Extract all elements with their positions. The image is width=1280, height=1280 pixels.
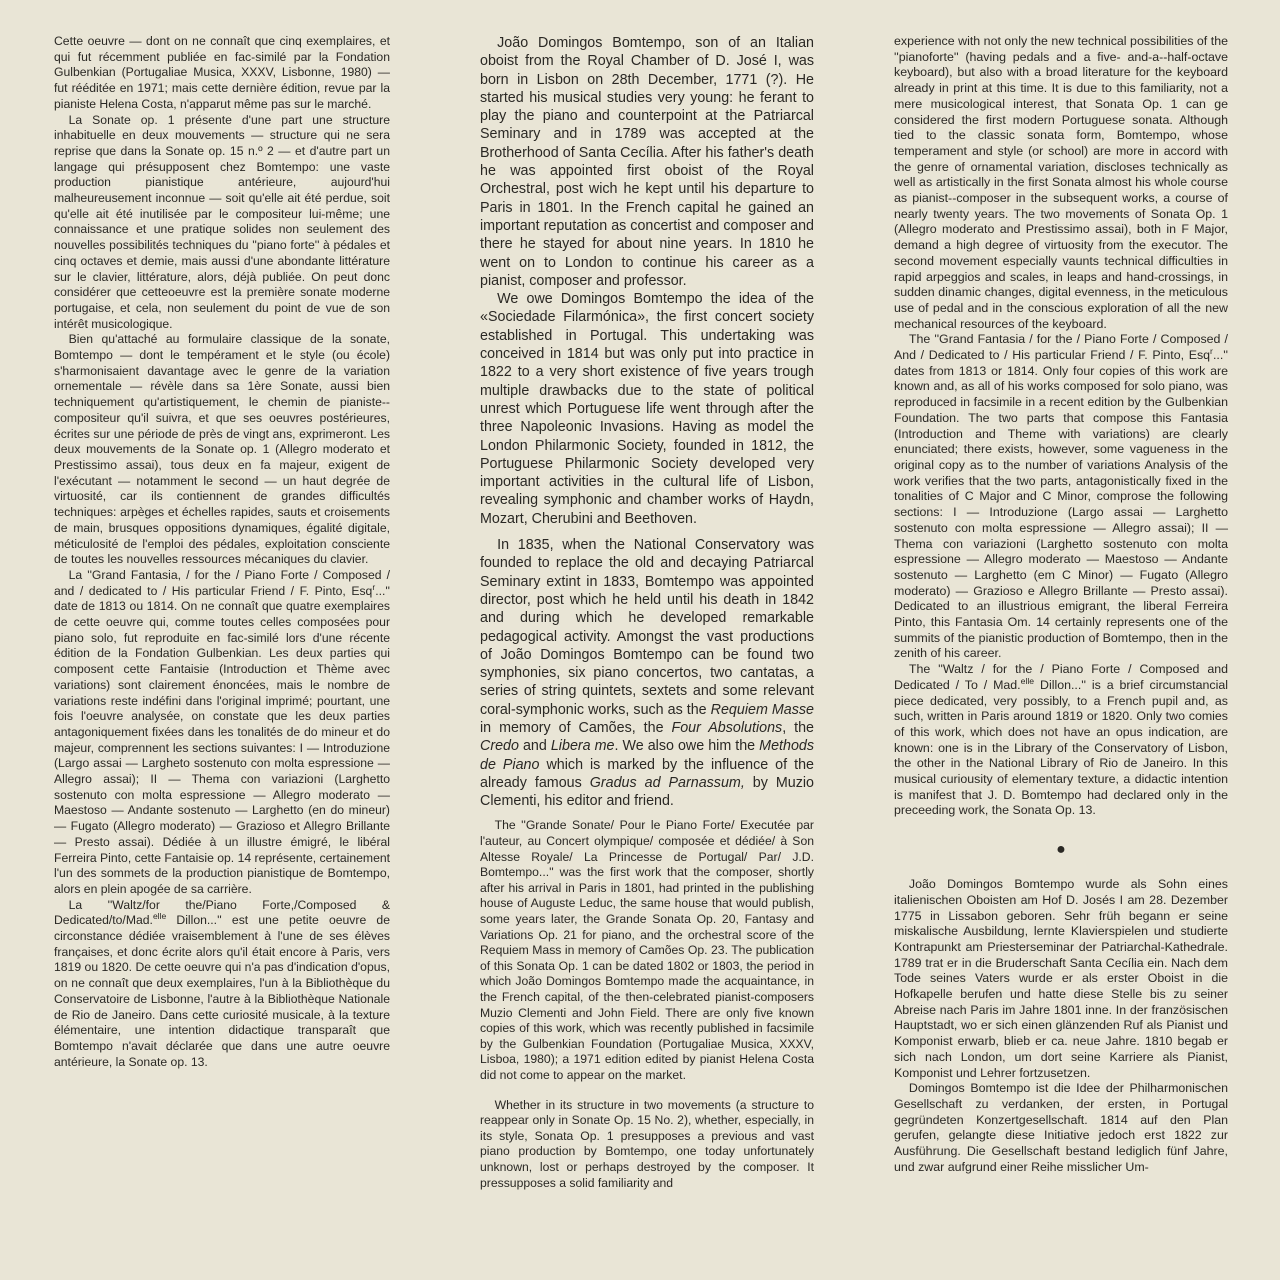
paragraph-sonata-op1-fr: La Sonate op. 1 présente d'une part une structure inhabituelle en deux mouvements — structure qui ne sera reprise que dans la Sonate op. 15 n.º 2 — et d'autre part un langage qui présupposent chez Bomtempo: une vaste production pianistique antérieure, aujourd'hui malheureusement inconnue — soit qu'elle ait été perdue, soit qu'elle ait été inutilisée par le compositeur lui-même; une connaissance et une pratique solides non seulement des nouvelles possibilités techniques du ''piano forte'' à pédales et cinq octaves et demie, mais aussi d'une abondante littérature sur le clavier, littérature, alors, déjà publiée. On peut donc considérer que cetteoeuvre est la première sonate moderne portugaise, et cela, non seulement du point de vue de son intérêt musicologique. xyxy=(54,112,390,331)
paragraph-sonata-style-fr: Bien qu'attaché au formulaire classique de la sonate, Bomtempo — dont le tempérament et le style (ou école) s'harmonisaient davantage avec le genre de la variation ornementale — révèle dans sa 1ère Sonate, aussi bien techniquement qu'artistiquement, le chemin de pianiste--compositeur qu'il suivra, et que ses oeuvres postérieures, écrites sur une période de près de vingt ans, exprimeront. Les deux mouvements de la Sonate op. 1 (Allegro moderato et Prestissimo assai), tous deux en fa majeur, exigent de l'exécutant — notamment le second — un haut degrée de virtuosité, car ils contiennent de grandes difficultés techniques: arpèges et échelles rapides, sauts et croisements de main, brusques oppositions dynamiques, égalité digitale, méticulosité de l'emploi des pédales, exploitation consciente de toutes les nouvelles ressources mécaniques du clavier. xyxy=(54,332,390,567)
section-separator-bullet: ● xyxy=(1056,841,1066,859)
paragraph-conservatory-en: In 1835, when the National Conservatory was founded to replace the old and decaying Patriarcal Seminary extint in 1833, Bomtempo was appointed director, post which he held until his death in 1842 and during which he developed remarkable pedagogical activity. Amongst the vast productions of João Domingos Bomtempo can be found two symphonies, six piano concertos, two cantatas, a series of string quintets, sextets and some relevant coral-symphonic works, such as the Requiem Masse in memory of Camões, the Four Absolutions, the Credo and Libera me. We also owe him the Methods de Piano which is marked by the influence of the already famous Gradus ad Parnassum, by Muzio Clementi, his editor and friend. xyxy=(480,537,815,810)
paragraph-experience-en: experience with not only the new technical possibilities of the ''pianoforte'' (having pedals and a five- and-a--half-octave keyboard), but also with a broad literature for the keyboard already in print at this time. It is due to this familiarity, not a mere musicological interest, that Sonata Op. 1 can ge considered the first modern Portuguese sonata. Although tied to the classic sonata form, Bomtempo, whose temperament and style (or school) are more in accord with the genre of ornamental variation, discloses technically as well as artistically in the first Sonata almost his whole course as pianist--composer in the subsequent works, a course of nearly twenty years. The two movements of Sonata Op. 1 (Allegro moderato and Prestissimo assai), both in F Major, demand a high degree of virtuosity from the executor. The second movement especially vaunts technical difficulties in rapid arpeggios and scales, in leaps and hand-crossings, in sudden dinamic changes, digital evenness, in the meticulous use of pedal and in the conscious exploration of all the new mechanical resources of the keyboard. xyxy=(894,34,1228,331)
paragraph-structure-en: Whether in its structure in two movements (a structure to reappear only in Sonate Op. 15 No. 2), whether, especially, in its style, Sonata Op. 1 presupposes a previous and vast piano production by Bomtempo, one today unfortunately unknown, lost or perhaps destroyed by the composer. It pressupposes a solid familiarity and xyxy=(480,1097,814,1190)
english-german-text-column xyxy=(894,34,1228,1176)
paragraph-intro-fr: Cette oeuvre — dont on ne connaît que cinq exemplaires, et qui fut récemment publiée en fac-similé par la Fondation Gulbenkian (Portugaliae Musica, XXXV, Lisbonne, 1980) — fut rééditée en 1971; mais cette dernière édition, revue par la pianiste Helena Costa, n'apparut même pas sur le marché. xyxy=(54,34,390,111)
paragraph-grand-fantasia-fr: La ''Grand Fantasia, / for the / Piano Forte / Composed / and / dedicated to / His particular Friend / F. Pinto, Esq$^r$...'' date de 1813 ou 1814. On ne connaît que quatre exemplaires de cette oeuvre qui, comme toutes celles composées pour piano solo, fut reproduite en fac-similé lors d'une récente édition de la Fondation Gulbenkian. Les deux parties qui composent cette Fantaisie (Introduction et Thème avec variations) sont clairement énoncées, mais le nombre de variations reste indéfini dans l'original imprimé; pourtant, une fois l'oeuvre analysée, on constate que les deux parties antagoniquement fixées dans les tonalités de do mineur et do majeur, comprennent les sections suivantes: I — Introduzione (Largo assai — Largheto sostenuto con molta espressione — Allegro assai); II — Thema con variazioni (Larghetto sostenuto con molta espressione — Allegro moderato — Maestoso — Andante sostenuto — Larghetto (en do mineur) — Fugato (Allegro moderato) — Grazioso et Allegro Brillante — Presto assai). Dédiée à un illustre émigré, le libéral Ferreira Pinto, cette Fantaisie op. 14 représente, certainement l'un des sommets de la production pianistique de Bomtempo, alors en plein apogée de sa carrière. xyxy=(54,567,391,896)
paragraph-waltz-fr: La ''Waltz/for the/Piano Forte,/Composed & Dedicated/to/Mad.$^{elle}$ Dillon...'' est une petite oeuvre de circonstance dédiée vraisemblement à l'une de ses élèves françaises, et donc écrite alors qu'il était encore à Paris, vers 1819 ou 1820. De cette oeuvre qui n'a pas d'indication d'opus, on ne connaît que deux exemplaires, l'un à la Bibliothèque du Conservatoire de Lisbonne, l'autre à la Bibliothèque Nationale de Rio de Janeiro. Dans cette curiosité musicale, à la texture élémentaire, une intention didactique transparaît que Bomtempo n'avait déclarée que dans une autre oeuvre antérieure, la Sonate op. 13. xyxy=(54,897,390,1069)
paragraph-grand-fantasia-en: The ''Grand Fantasia / for the / Piano Forte / Composed / And / Dedicated to / His particular Friend / F. Pinto, Esq$^r$...'' dates from 1813 or 1814. Only four copies of this work are known and, as all of his works composed for solo piano, was reproduced in facsimile in a recent edition by the Gulbenkian Foundation. The two parts that compose this Fantasia (Introduction and Theme with variations) are clearly enunciated; there exists, however, some vagueness in the original copy as to the number of variations Analysis of the work verifies that the two parts, antagonistically fixed in the tonalities of C Major and C Minor, comprose the following sections: I — Introduzione (Largo assai — Larghetto sostenuto con molta espressione — Allegro assai); II — Thema con variazioni (Larghetto sostenuto con molta espressione — Allegro moderato — Maestoso — Andante sostenuto — Larghetto (em C Minor) — Fugato (Allegro moderato) — Grazioso e Allegro Brillante — Presto assai). Dedicated to an illustrious emigrant, the liberal Ferreira Pinto, this Fantasia Om. 14 certainly represents one of the summits of the pianistic production of Bomtempo, then in the zenith of his career. xyxy=(894,332,1228,661)
paragraph-biography-de: João Domingos Bomtempo wurde als Sohn eines italienischen Oboisten am Hof D. Josés I am 28. Dezember 1775 in Lissabon geboren. Sehr früh begann er seine miskalische Ausbildung, lernte Klavierspielen und studierte Kontrapunkt am Priesterseminar der Patriarchal-Kathedrale. 1789 trat er in die Bruderschaft Santa Cecília ein. Nach dem Tode seines Vaters wurde er als erster Oboist in die Hofkapelle berufen und hatte diese Stelle bis zu seiner Abreise nach Paris im Jahre 1801 inne. In der französischen Hauptstadt, wo er sich einen glänzenden Ruf als Pianist und Komponist erwarb, blieb er ca. neue Jahre. 1810 begab er sich nach London, um dort seine Karriere als Pianist, Komponist und Lehrer fortzusetzen. xyxy=(894,877,1228,1080)
paragraph-biography-en: João Domingos Bomtempo, son of an Italian oboist from the Royal Chamber of D. José I, was born in Lisbon on 28th December, 1771 (?). He started his musical studies very young: he ferant to play the piano and counterpoint at the Patriarcal Seminary and in 1789 was accepted at the Brotherhood of Santa Cecília. After his father's death he was appointed first oboist of the Royal Orchestral, post wich he kept until his departure to Paris in 1801. In the French capital he gained an important reputation as concertist and composer and there he stayed for about nine years. In 1810 he went on to London to continue his career as a pianist, composer and professor. xyxy=(480,35,814,289)
paragraph-filarmonica-en: We owe Domingos Bomtempo the idea of the «Sociedade Filarmónica», the first concert society established in Portugal. This undertaking was conceived in 1814 but was only put into practice in 1822 to a very short existence of five years trough multiple drawbacks due to the state of political unrest which Portuguese life went through after the three Napoleonic Invasions. Having as model the London Philarmonic Society, founded in 1812, the Portuguese Philarmonic Society developed very important activities in the cultural life of Lisbon, revealing symphonic and chamber works of Haydn, Mozart, Cherubini and Beethoven. xyxy=(480,291,814,527)
paragraph-philharmonie-de: Domingos Bomtempo ist die Idee der Philharmonischen Gesellschaft zu verdanken, der ersten, in Portugal gegründeten Konzertgesellschaft. 1814 auf den Plan gerufen, gelangte diese Initiative jedoch erst 1822 zur Ausführung. Die Gesellschaft bestand lediglich fünf Jahre, und zwar aufgrund einer Reihe misslicher Um- xyxy=(894,1081,1228,1174)
paragraph-waltz-en: The ''Waltz / for the / Piano Forte / Composed and Dedicated / To / Mad.$^{elle}$ Dillon...'' is a brief circumstancial piece dedicated, very possibly, to a French pupil and, as such, written in Paris around 1819 or 1820. Only two comies of this work, which does not have an opus indication, are known: one is in the Library of the Conservatory of Lisbon, the other in the National Library of Rio de Janeiro. In this musical curiousity of elementary texture, a didactic intention is manifest that J. D. Bomtempo had declared only in the preceeding work, the Sonata Op. 13. xyxy=(894,662,1229,818)
english-text-column xyxy=(480,34,814,1191)
paragraph-grande-sonate-en: The ''Grande Sonate/ Pour le Piano Forte/ Executée par l'auteur, au Concert olympique/ composée et dédiée/ à Son Altesse Royale/ La Princesse de Portugal/ Par/ J.D. Bomtempo...'' was the first work that the composer, shortly after his arrival in Paris in 1801, had printed in the publishing house of Auguste Leduc, the same house that would publish, some years later, the Grande Sonata Op. 20, Fantasy and Variations Op. 21 for piano, and the orchestral score of the Requiem Mass in memory of Camões Op. 23. The publication of this Sonata Op. 1 can be dated 1802 or 1803, the period in which João Domingos Bomtempo made the acquaintance, in the French capital, of the then-celebrated pianist-composers Muzio Clementi and John Field. There are only five known copies of this work, which was recently published in facsimile by the Gulbenkian Foundation (Portugaliae Musica, XXXV, Lisboa, 1980); a 1971 edition edited by pianist Helena Costa did not come to appear on the market. xyxy=(480,818,814,1082)
french-text-column xyxy=(54,34,390,1070)
